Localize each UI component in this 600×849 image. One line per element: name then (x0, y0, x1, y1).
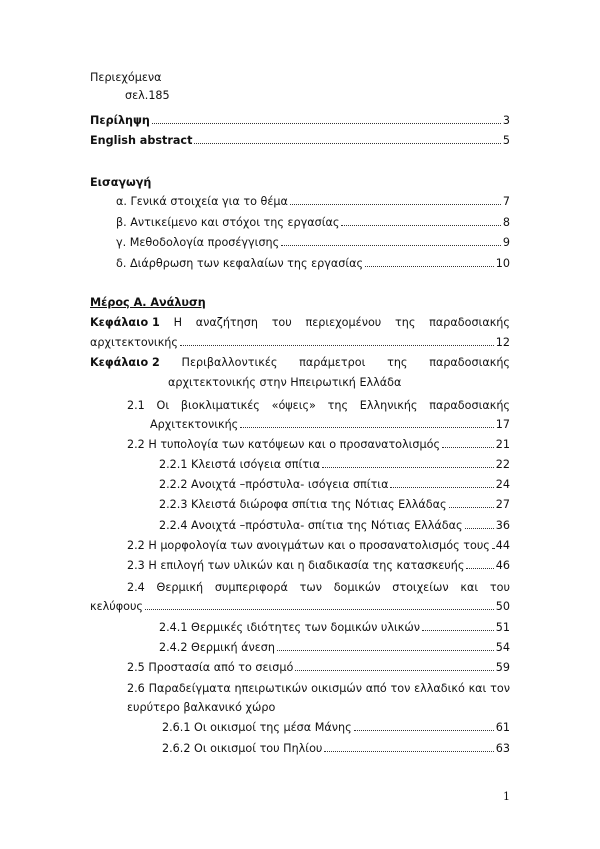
chapter-2-line2: αρχιτεκτονικής στην Ηπειρωτική Ελλάδα (168, 376, 402, 389)
section-2-6-line1[interactable]: 2.6 Παραδείγματα ηπειρωτικών οικισμών από τον ελλαδικό και τον (127, 682, 510, 695)
section-2-1-line2[interactable]: Αρχιτεκτονικής 17 (150, 418, 510, 431)
toc-entry-abstract[interactable]: English abstract 5 (90, 134, 510, 147)
toc-entry-2-3[interactable]: 2.3 Η επιλογή των υλικών και η διαδικασία της κατασκευής 46 (127, 559, 510, 572)
toc-entry-intro-c[interactable]: γ. Μεθοδολογία προσέγγισης 9 (116, 236, 510, 249)
part-a-heading: Μέρος Α. Ανάλυση (90, 296, 206, 309)
toc-entry-intro-d[interactable]: δ. Διάρθρωση των κεφαλαίων της εργασίας 10 (116, 257, 510, 270)
toc-entry-2-2-3[interactable]: 2.2.3 Κλειστά διώροφα σπίτια της Νότιας Ελλάδας 27 (159, 498, 510, 511)
toc-entry-2-2[interactable]: 2.2 Η τυπολογία των κατόψεων και ο προσανατολισμός 21 (127, 438, 510, 451)
toc-entry-2-2-2[interactable]: 2.2.2 Ανοιχτά –πρόστυλα- ισόγεια σπίτια 24 (159, 478, 510, 491)
toc-entry-2-2-4[interactable]: 2.2.4 Ανοιχτά –πρόστυλα- σπίτια της Νότιας Ελλάδας 36 (159, 519, 510, 532)
toc-entry-2-6-1[interactable]: 2.6.1 Οι οικισμοί της μέσα Μάνης 61 (162, 721, 510, 734)
toc-subtitle: σελ.185 (125, 89, 170, 102)
page-number: 1 (503, 790, 510, 803)
intro-heading: Εισαγωγή (90, 176, 152, 189)
section-2-4-line1[interactable]: 2.4 Θερμική συμπεριφορά των δομικών στοιχείων και του (127, 581, 510, 594)
toc-entry-2-2-morphology[interactable]: 2.2 Η μορφολογία των ανοιγμάτων και ο προσανατολισμός τους 44 (127, 539, 510, 552)
toc-title: Περιεχόμενα (90, 71, 162, 84)
toc-entry-intro-b[interactable]: β. Αντικείμενο και στόχοι της εργασίας 8 (116, 216, 510, 229)
toc-entry-2-6-2[interactable]: 2.6.2 Οι οικισμοί του Πηλίου 63 (162, 742, 510, 755)
toc-entry-intro-a[interactable]: α. Γενικά στοιχεία για το θέμα 7 (116, 195, 510, 208)
section-2-1-line1[interactable]: 2.1 Οι βιοκλιματικές «όψεις» της Ελληνικής παραδοσιακής (127, 399, 510, 412)
chapter-2-line1[interactable]: Κεφάλαιο 2 Περιβαλλοντικές παράμετροι της παραδοσιακής (90, 356, 510, 369)
toc-entry-2-4-1[interactable]: 2.4.1 Θερμικές ιδιότητες των δομικών υλικών 51 (159, 621, 510, 634)
chapter-1-line2[interactable]: αρχιτεκτονικής 12 (90, 336, 510, 349)
section-2-4-line2[interactable]: κελύφους 50 (90, 600, 510, 613)
toc-entry-2-5[interactable]: 2.5 Προστασία από το σεισμό 59 (127, 661, 510, 674)
toc-entry-2-2-1[interactable]: 2.2.1 Κλειστά ισόγεια σπίτια 22 (159, 458, 510, 471)
toc-entry-summary[interactable]: Περίληψη 3 (90, 114, 510, 127)
toc-entry-2-4-2[interactable]: 2.4.2 Θερμική άνεση 54 (159, 641, 510, 654)
section-2-6-line2: ευρύτερο βαλκανικό χώρο (127, 701, 276, 714)
chapter-1-line1[interactable]: Κεφάλαιο 1 Η αναζήτηση του περιεχομένου της παραδοσιακής (90, 316, 510, 329)
